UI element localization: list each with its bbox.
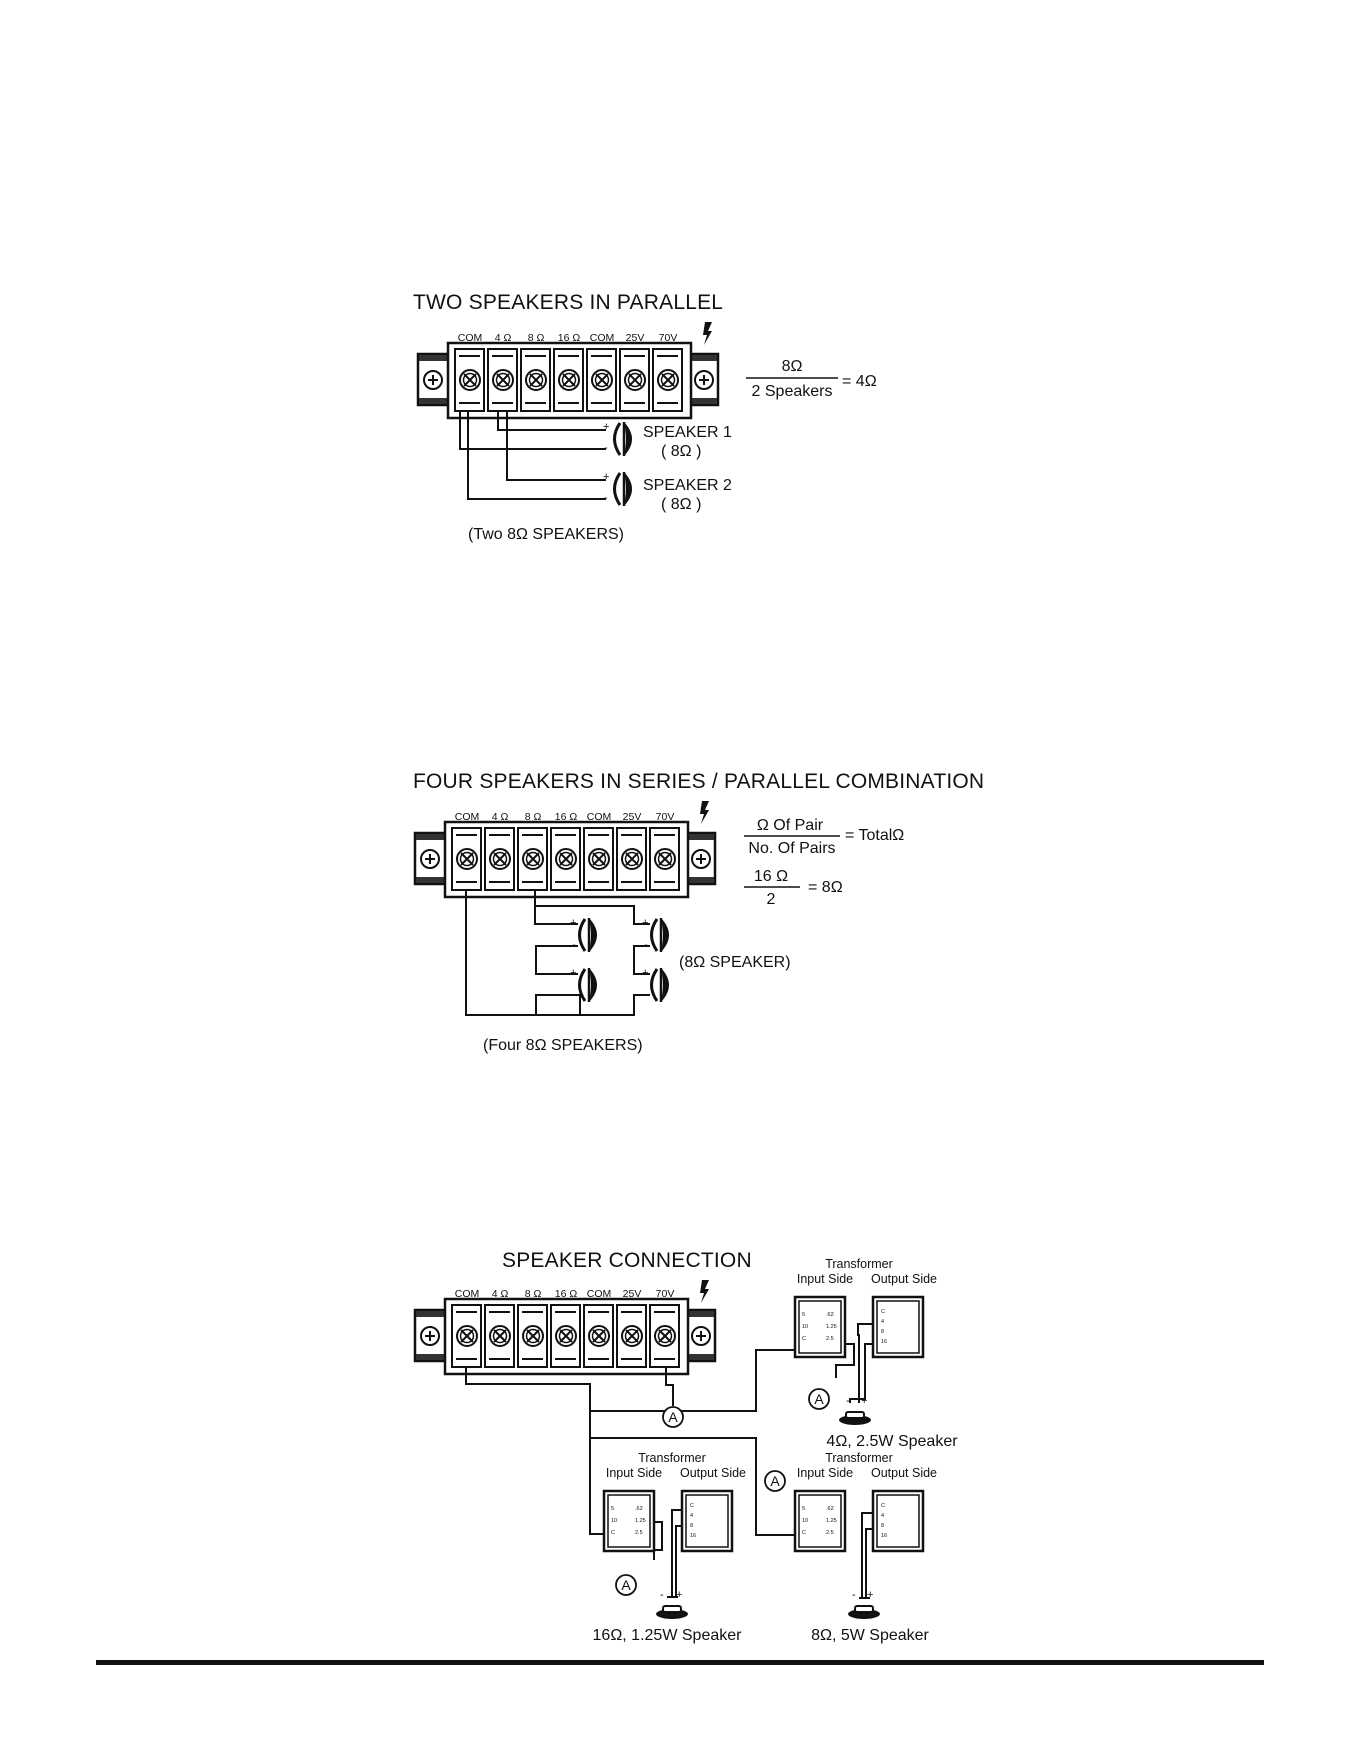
s1-plus: + — [603, 471, 610, 483]
s2-terminal-label: COM — [586, 811, 612, 823]
s2-formula1-numerator: Ω Of Pair — [756, 817, 824, 834]
svg-text:1.25: 1.25 — [826, 1518, 837, 1524]
speaker-icon — [615, 422, 633, 456]
speaker-icon — [652, 968, 670, 1002]
horn-speaker-icon — [839, 1412, 871, 1425]
ground-bolt-icon — [700, 801, 709, 824]
speaker-top-right-label: 4Ω, 2.5W Speaker — [826, 1433, 958, 1450]
svg-text:8: 8 — [690, 1523, 694, 1529]
svg-text:1.25: 1.25 — [635, 1518, 646, 1524]
svg-text:8: 8 — [881, 1329, 885, 1335]
s2-minus: - — [644, 989, 648, 1001]
marker-a — [616, 1575, 636, 1595]
s2-plus: + — [642, 917, 649, 929]
speaker-bottom-right-label: 8Ω, 5W Speaker — [811, 1627, 929, 1644]
svg-text:C: C — [690, 1503, 694, 1509]
svg-text:-: - — [852, 1589, 856, 1601]
svg-text:5: 5 — [802, 1312, 806, 1318]
transformer-bottom-right — [795, 1491, 923, 1551]
svg-text:+: + — [867, 1589, 874, 1601]
speaker2-label: SPEAKER 2 — [643, 477, 732, 494]
s3-terminal-label: 8 Ω — [524, 1288, 542, 1300]
s1-terminal-label: COM — [457, 332, 483, 344]
svg-text:.62: .62 — [826, 1506, 834, 1512]
s2-plus: + — [642, 967, 649, 979]
svg-text:2.5: 2.5 — [635, 1530, 643, 1536]
s1-terminal-label: 4 Ω — [494, 332, 512, 344]
s2-terminal-label: COM — [454, 811, 480, 823]
s2-caption: (Four 8Ω SPEAKERS) — [483, 1037, 643, 1054]
input-side-label: Input Side — [796, 1466, 854, 1480]
s2-minus: - — [644, 939, 648, 951]
s2-speaker-label: (8Ω SPEAKER) — [679, 954, 791, 971]
ground-bolt-icon — [700, 1280, 709, 1303]
s2-terminal-label: 16 Ω — [554, 811, 578, 823]
marker-a — [765, 1471, 785, 1491]
s2-terminal-label: 70V — [655, 811, 675, 823]
speaker-icon — [580, 968, 598, 1002]
input-side-label: Input Side — [796, 1272, 854, 1286]
s2-formula1-result: = TotalΩ — [845, 827, 905, 844]
svg-text:4: 4 — [881, 1319, 885, 1325]
horn-speaker-icon — [848, 1606, 880, 1619]
s1-terminal-label: 16 Ω — [557, 332, 581, 344]
s2-minus: - — [572, 939, 576, 951]
s2-formula1-denominator: No. Of Pairs — [748, 840, 836, 857]
svg-text:C: C — [802, 1336, 806, 1342]
s2-plus: + — [570, 917, 577, 929]
speaker-icon — [652, 918, 670, 952]
section1-title: TWO SPEAKERS IN PARALLEL — [413, 291, 724, 314]
svg-text:A: A — [668, 1409, 678, 1425]
svg-text:16: 16 — [881, 1533, 888, 1539]
s2-terminal-label: 8 Ω — [524, 811, 542, 823]
transformer-label: Transformer — [825, 1257, 893, 1271]
s3-terminal-label: 4 Ω — [491, 1288, 509, 1300]
ground-bolt-icon — [703, 322, 712, 345]
s1-terminal-label: 70V — [658, 332, 678, 344]
s1-wires — [460, 411, 606, 499]
svg-text:A: A — [770, 1473, 780, 1489]
svg-text:5: 5 — [611, 1506, 615, 1512]
marker-a — [809, 1389, 829, 1409]
speaker1-label: SPEAKER 1 — [643, 424, 732, 441]
speaker1-value: ( 8Ω ) — [661, 443, 702, 460]
s1-formula-result: = 4Ω — [842, 373, 877, 390]
svg-text:.62: .62 — [635, 1506, 643, 1512]
s2-terminal-label: 25V — [622, 811, 642, 823]
s1-caption: (Two 8Ω SPEAKERS) — [468, 526, 625, 543]
s1-formula-numerator: 8Ω — [781, 358, 803, 375]
s3-terminal-label: 16 Ω — [554, 1288, 578, 1300]
transformer-bottom-left — [604, 1491, 732, 1551]
s2-wires — [466, 890, 650, 1015]
s2-formula2-result: = 8Ω — [808, 879, 843, 896]
s2-plus: + — [570, 967, 577, 979]
s1-formula-denominator: 2 Speakers — [751, 383, 833, 400]
svg-text:2.5: 2.5 — [826, 1336, 834, 1342]
svg-text:4: 4 — [690, 1513, 694, 1519]
svg-text:10: 10 — [611, 1518, 618, 1524]
output-side-label: Output Side — [870, 1466, 938, 1480]
svg-text:16: 16 — [881, 1339, 888, 1345]
s1-terminal-label: 8 Ω — [527, 332, 545, 344]
svg-text:16: 16 — [690, 1533, 697, 1539]
svg-text:+: + — [676, 1589, 683, 1601]
output-side-label: Output Side — [870, 1272, 938, 1286]
s1-plus: + — [603, 421, 610, 433]
s1-minus: - — [604, 492, 608, 504]
s2-formula2-numerator: 16 Ω — [753, 868, 789, 885]
s3-terminal-label: 70V — [655, 1288, 675, 1300]
s2-formula2-denominator: 2 — [766, 891, 776, 908]
s1-minus: - — [604, 442, 608, 454]
section3-title: SPEAKER CONNECTION — [502, 1249, 752, 1272]
svg-text:-: - — [846, 1395, 850, 1407]
svg-text:10: 10 — [802, 1324, 809, 1330]
svg-text:A: A — [621, 1577, 631, 1593]
svg-text:-: - — [660, 1589, 664, 1601]
s3-terminal-label: COM — [586, 1288, 612, 1300]
svg-text:10: 10 — [802, 1518, 809, 1524]
svg-text:+: + — [861, 1395, 868, 1407]
s2-terminal-label: 4 Ω — [491, 811, 509, 823]
speaker-icon — [580, 918, 598, 952]
svg-text:A: A — [814, 1391, 824, 1407]
speaker-icon — [615, 472, 633, 506]
svg-text:5: 5 — [802, 1506, 806, 1512]
svg-text:C: C — [881, 1503, 885, 1509]
svg-text:8: 8 — [881, 1523, 885, 1529]
horn-speaker-icon — [656, 1606, 688, 1619]
svg-text:C: C — [802, 1530, 806, 1536]
svg-text:1.25: 1.25 — [826, 1324, 837, 1330]
section2-title: FOUR SPEAKERS IN SERIES / PARALLEL COMBINATION — [413, 770, 985, 793]
s1-terminal-label: COM — [589, 332, 615, 344]
s1-terminal-label: 25V — [625, 332, 645, 344]
s3-terminal-label: 25V — [622, 1288, 642, 1300]
svg-text:4: 4 — [881, 1513, 885, 1519]
s2-minus: - — [572, 989, 576, 1001]
output-side-label: Output Side — [679, 1466, 747, 1480]
speaker-bottom-left-label: 16Ω, 1.25W Speaker — [592, 1627, 742, 1644]
svg-text:C: C — [881, 1309, 885, 1315]
input-side-label: Input Side — [605, 1466, 663, 1480]
svg-text:2.5: 2.5 — [826, 1530, 834, 1536]
marker-a — [663, 1407, 683, 1427]
s3-terminal-label: COM — [454, 1288, 480, 1300]
transformer-label: Transformer — [825, 1451, 893, 1465]
footer-rule — [96, 1660, 1264, 1665]
svg-text:.62: .62 — [826, 1312, 834, 1318]
transformer-label: Transformer — [638, 1451, 706, 1465]
speaker2-value: ( 8Ω ) — [661, 496, 702, 513]
svg-text:C: C — [611, 1530, 615, 1536]
